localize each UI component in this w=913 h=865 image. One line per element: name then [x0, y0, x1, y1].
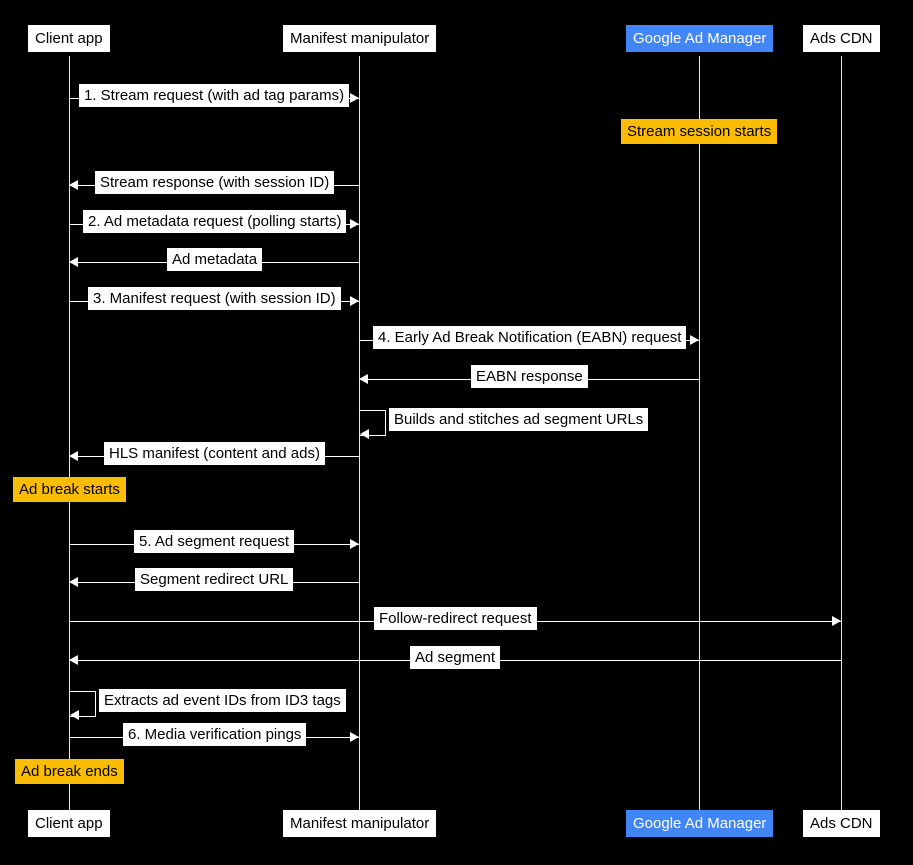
message-label-6-media-verification-pings: 6. Media verification pings — [123, 723, 306, 746]
arrow-head-icon — [350, 219, 359, 229]
bottom-participant-cdn: Ads CDN — [803, 810, 880, 837]
arrow-head-icon — [69, 257, 78, 267]
note-stream-session-starts: Stream session starts — [621, 119, 777, 144]
arrow-head-icon — [69, 577, 78, 587]
arrow-head-icon — [69, 180, 78, 190]
message-label-eabn-response: EABN response — [471, 365, 588, 388]
arrow-head-icon — [690, 335, 699, 345]
message-label-4-early-ad-break-notification-eabn-request: 4. Early Ad Break Notification (EABN) request — [373, 326, 686, 349]
message-label-follow-redirect-request: Follow-redirect request — [374, 607, 537, 630]
arrow-head-icon — [350, 732, 359, 742]
arrow-head-icon — [69, 451, 78, 461]
message-label-3-manifest-request-with-session-id: 3. Manifest request (with session ID) — [88, 287, 341, 310]
message-label-segment-redirect-url: Segment redirect URL — [135, 568, 293, 591]
message-label-1-stream-request-with-ad-tag-params: 1. Stream request (with ad tag params) — [79, 84, 349, 107]
message-label-5-ad-segment-request: 5. Ad segment request — [134, 530, 294, 553]
arrow-head-icon — [350, 539, 359, 549]
bottom-participant-gam: Google Ad Manager — [626, 810, 773, 837]
top-participant-gam: Google Ad Manager — [626, 25, 773, 52]
arrow-head-icon — [70, 710, 79, 720]
arrow-head-icon — [350, 93, 359, 103]
arrow-head-icon — [832, 616, 841, 626]
note-ad-break-starts: Ad break starts — [13, 477, 126, 502]
note-ad-break-ends: Ad break ends — [15, 759, 124, 784]
message-label-builds-and-stitches-ad-segment-urls: Builds and stitches ad segment URLs — [389, 408, 648, 431]
bottom-participant-client: Client app — [28, 810, 110, 837]
arrow-head-icon — [350, 296, 359, 306]
lifeline-cdn — [841, 56, 842, 810]
message-label-extracts-ad-event-ids-from-id3-tags: Extracts ad event IDs from ID3 tags — [99, 689, 346, 712]
arrow-head-icon — [359, 374, 368, 384]
message-label-2-ad-metadata-request-polling-starts: 2. Ad metadata request (polling starts) — [83, 210, 346, 233]
arrow-head-icon — [360, 429, 369, 439]
arrow-head-icon — [69, 655, 78, 665]
message-label-ad-segment: Ad segment — [410, 646, 500, 669]
top-participant-manifest: Manifest manipulator — [283, 25, 436, 52]
message-label-ad-metadata: Ad metadata — [167, 248, 262, 271]
top-participant-cdn: Ads CDN — [803, 25, 880, 52]
message-label-hls-manifest-content-and-ads: HLS manifest (content and ads) — [104, 442, 325, 465]
bottom-participant-manifest: Manifest manipulator — [283, 810, 436, 837]
lifeline-gam — [699, 56, 700, 810]
top-participant-client: Client app — [28, 25, 110, 52]
message-label-stream-response-with-session-id: Stream response (with session ID) — [95, 171, 334, 194]
